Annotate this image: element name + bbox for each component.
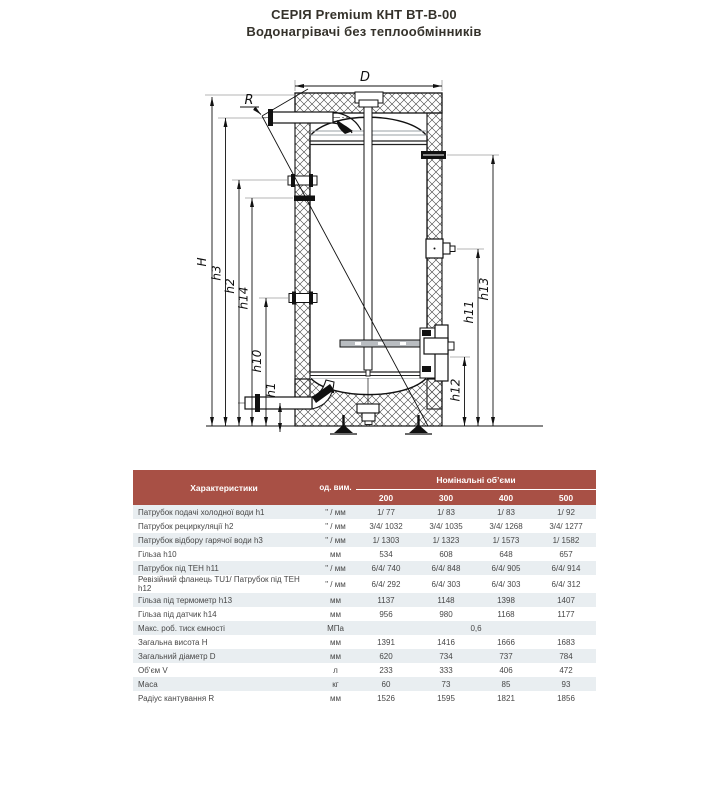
row-unit: л xyxy=(315,663,356,677)
row-value: 784 xyxy=(536,649,596,663)
dim-label-D: D xyxy=(359,70,371,85)
row-value: 1/ 77 xyxy=(356,505,416,519)
row-value: 1683 xyxy=(536,635,596,649)
table-row xyxy=(133,505,596,519)
row-unit: мм xyxy=(315,691,356,705)
row-value: 6/4/ 740 xyxy=(356,561,416,575)
row-value: 6/4/ 848 xyxy=(416,561,476,575)
row-value: 406 xyxy=(476,663,536,677)
row-value: 980 xyxy=(416,607,476,621)
dim-label-h10: h10 xyxy=(250,349,264,373)
row-value: 233 xyxy=(356,663,416,677)
row-value: 1/ 83 xyxy=(416,505,476,519)
row-value: 1416 xyxy=(416,635,476,649)
row-value: 956 xyxy=(356,607,416,621)
table-row xyxy=(133,677,596,691)
row-label: Патрубок під ТЕН h11 xyxy=(133,561,315,575)
row-value: 734 xyxy=(416,649,476,663)
page-title: СЕРІЯ Premium КНТ ВТ-В-00 xyxy=(271,7,457,22)
row-label: Патрубок рециркуляції h2 xyxy=(133,519,315,533)
table-row xyxy=(133,607,596,621)
table-row xyxy=(133,621,596,635)
row-value: 6/4/ 303 xyxy=(476,575,536,593)
row-value: 6/4/ 914 xyxy=(536,561,596,575)
row-label: Загальний діаметр D xyxy=(133,649,315,663)
row-value: 620 xyxy=(356,649,416,663)
table-row xyxy=(133,649,596,663)
row-unit: " / мм xyxy=(315,505,356,519)
row-value: 648 xyxy=(476,547,536,561)
row-label: Загальна висота H xyxy=(133,635,315,649)
row-value: 1168 xyxy=(476,607,536,621)
dim-label-R: R xyxy=(244,93,254,108)
table-row xyxy=(133,663,596,677)
table-row xyxy=(133,547,596,561)
dim-label-h11: h11 xyxy=(462,300,476,324)
row-label: Маса xyxy=(133,677,315,691)
row-value: 737 xyxy=(476,649,536,663)
row-value: 1398 xyxy=(476,593,536,607)
row-value: 6/4/ 303 xyxy=(416,575,476,593)
row-value: 0,6 xyxy=(356,621,596,635)
row-value: 1/ 1573 xyxy=(476,533,536,547)
row-value: 1666 xyxy=(476,635,536,649)
table-row xyxy=(133,575,596,593)
row-value: 60 xyxy=(356,677,416,691)
row-value: 534 xyxy=(356,547,416,561)
row-value: 1/ 83 xyxy=(476,505,536,519)
row-unit: мм xyxy=(315,607,356,621)
heater-boss-h11 xyxy=(426,239,455,258)
row-value: 85 xyxy=(476,677,536,691)
tank-drawing-svg xyxy=(0,55,728,470)
row-unit: " / мм xyxy=(315,575,356,593)
col-header-volumes-group: Номінальні об’єми xyxy=(356,470,596,490)
row-value: 1177 xyxy=(536,607,596,621)
col-header-volume-500: 500 xyxy=(536,490,596,506)
row-value: 1526 xyxy=(356,691,416,705)
table-row xyxy=(133,691,596,705)
table-row xyxy=(133,635,596,649)
row-value: 472 xyxy=(536,663,596,677)
col-header-volume-300: 300 xyxy=(416,490,476,506)
row-value: 1137 xyxy=(356,593,416,607)
row-value: 6/4/ 312 xyxy=(536,575,596,593)
row-value: 1/ 1323 xyxy=(416,533,476,547)
row-unit: " / мм xyxy=(315,533,356,547)
row-value: 1391 xyxy=(356,635,416,649)
row-value: 1595 xyxy=(416,691,476,705)
row-value: 6/4/ 292 xyxy=(356,575,416,593)
col-header-volume-400: 400 xyxy=(476,490,536,506)
row-value: 333 xyxy=(416,663,476,677)
row-value: 3/4/ 1268 xyxy=(476,519,536,533)
row-unit: мм xyxy=(315,635,356,649)
row-unit: мм xyxy=(315,649,356,663)
row-label: Патрубок відбору гарячої води h3 xyxy=(133,533,315,547)
col-header-volume-200: 200 xyxy=(356,490,416,506)
row-value: 73 xyxy=(416,677,476,691)
dim-label-h13: h13 xyxy=(477,277,491,301)
spec-table-header xyxy=(133,470,596,505)
row-value: 1821 xyxy=(476,691,536,705)
dim-label-h12: h12 xyxy=(448,378,463,402)
row-value: 6/4/ 905 xyxy=(476,561,536,575)
table-row xyxy=(133,561,596,575)
row-value: 1148 xyxy=(416,593,476,607)
col-header-unit: од. вим. xyxy=(315,470,356,505)
row-unit: мм xyxy=(315,593,356,607)
row-value: 1407 xyxy=(536,593,596,607)
dim-label-H: H xyxy=(195,257,209,267)
row-value: 657 xyxy=(536,547,596,561)
row-value: 3/4/ 1035 xyxy=(416,519,476,533)
dim-label-h3: h3 xyxy=(209,265,224,281)
row-label: Радіус кантування R xyxy=(133,691,315,705)
row-value: 3/4/ 1277 xyxy=(536,519,596,533)
dim-label-h1: h1 xyxy=(264,382,278,398)
row-value: 1/ 92 xyxy=(536,505,596,519)
thermometer-gland-h13 xyxy=(421,151,446,159)
dim-label-h2: h2 xyxy=(223,278,237,294)
spec-table xyxy=(133,470,596,705)
row-value: 608 xyxy=(416,547,476,561)
row-value: 93 xyxy=(536,677,596,691)
page-subtitle: Водонагрівачі без теплообмінників xyxy=(246,24,482,39)
row-unit: " / мм xyxy=(315,561,356,575)
table-row xyxy=(133,519,596,533)
row-unit: " / мм xyxy=(315,519,356,533)
row-value: 1/ 1582 xyxy=(536,533,596,547)
row-label: Об’єм V xyxy=(133,663,315,677)
row-label: Гільза під датчик h14 xyxy=(133,607,315,621)
recirculation-port-h2 xyxy=(288,174,317,187)
dim-label-h14: h14 xyxy=(236,286,251,310)
page-header xyxy=(0,6,728,40)
row-unit: кг xyxy=(315,677,356,691)
row-unit: мм xyxy=(315,547,356,561)
sleeve-port-h10 xyxy=(289,292,317,305)
spec-table-body xyxy=(133,505,596,705)
col-header-characteristics: Характеристики xyxy=(133,470,315,505)
row-label: Макс. роб. тиск ємності xyxy=(133,621,315,635)
row-label: Гільза під термометр h13 xyxy=(133,593,315,607)
row-label: Патрубок подачі холодної води h1 xyxy=(133,505,315,519)
row-label: Гільза h10 xyxy=(133,547,315,561)
row-value: 1/ 1303 xyxy=(356,533,416,547)
sensor-sleeve-port-h14 xyxy=(294,196,315,202)
revision-flange-h12 xyxy=(420,325,454,381)
table-row xyxy=(133,533,596,547)
row-unit: МПа xyxy=(315,621,356,635)
row-value: 1856 xyxy=(536,691,596,705)
table-row xyxy=(133,593,596,607)
technical-drawing xyxy=(0,55,728,470)
row-label: Ревізійний фланець TU1/ Патрубок під ТЕН h12 xyxy=(133,575,315,593)
row-value: 3/4/ 1032 xyxy=(356,519,416,533)
